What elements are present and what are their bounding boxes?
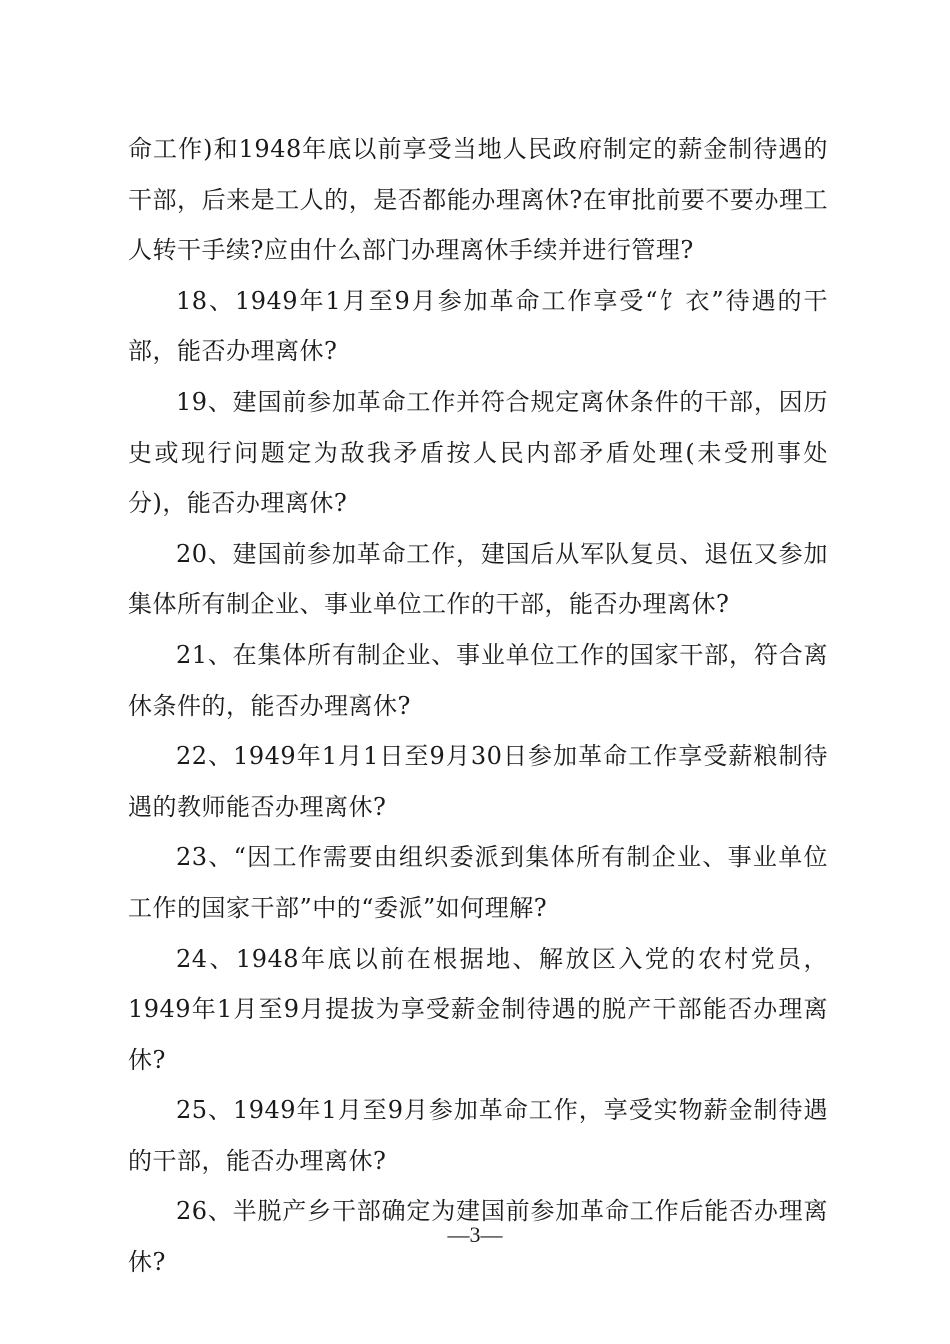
question-19: 19、建国前参加革命工作并符合规定离休条件的干部，因历史或现行问题定为敌我矛盾按人民内部矛盾处理(未受刑事处分)，能否办理离休?: [128, 387, 828, 518]
page-number: —3—: [447, 1222, 503, 1247]
body-text: [128, 124, 828, 1288]
question-20: 20、建国前参加革命工作，建国后从军队复员、退伍又参加集体所有制企业、事业单位工作的干部，能否办理离休?: [128, 539, 828, 619]
question-22: 22、1949年1月1日至9月30日参加革命工作享受薪粮制待遇的教师能否办理离休?: [128, 742, 828, 821]
question-24: 24、1948年底以前在根据地、解放区入党的农村党员，1949年1月至9月提拔为享受薪金制待遇的脱产干部能否办理离休?: [128, 944, 828, 1074]
question-18: 18、1949年1月至9月参加革命工作享受“饣衣”待遇的干部，能否办理离休?: [128, 286, 828, 366]
paragraph-continuation: 命工作)和1948年底以前享受当地人民政府制定的薪金制待遇的干部，后来是工人的，是否都能办理离休?在审批前要不要办理工人转干手续?应由什么部门办理离休手续并进行管理?: [128, 135, 828, 265]
question-21: 21、在集体所有制企业、事业单位工作的国家干部，符合离休条件的，能否办理离休?: [128, 640, 828, 720]
question-25: 25、1949年1月至9月参加革命工作，享受实物薪金制待遇的干部，能否办理离休?: [128, 1096, 828, 1175]
question-23: 23、“因工作需要由组织委派到集体所有制企业、事业单位工作的国家干部”中的“委派”如何理解?: [128, 843, 828, 922]
question-26: 26、半脱产乡干部确定为建国前参加革命工作后能否办理离休?: [128, 1197, 828, 1277]
